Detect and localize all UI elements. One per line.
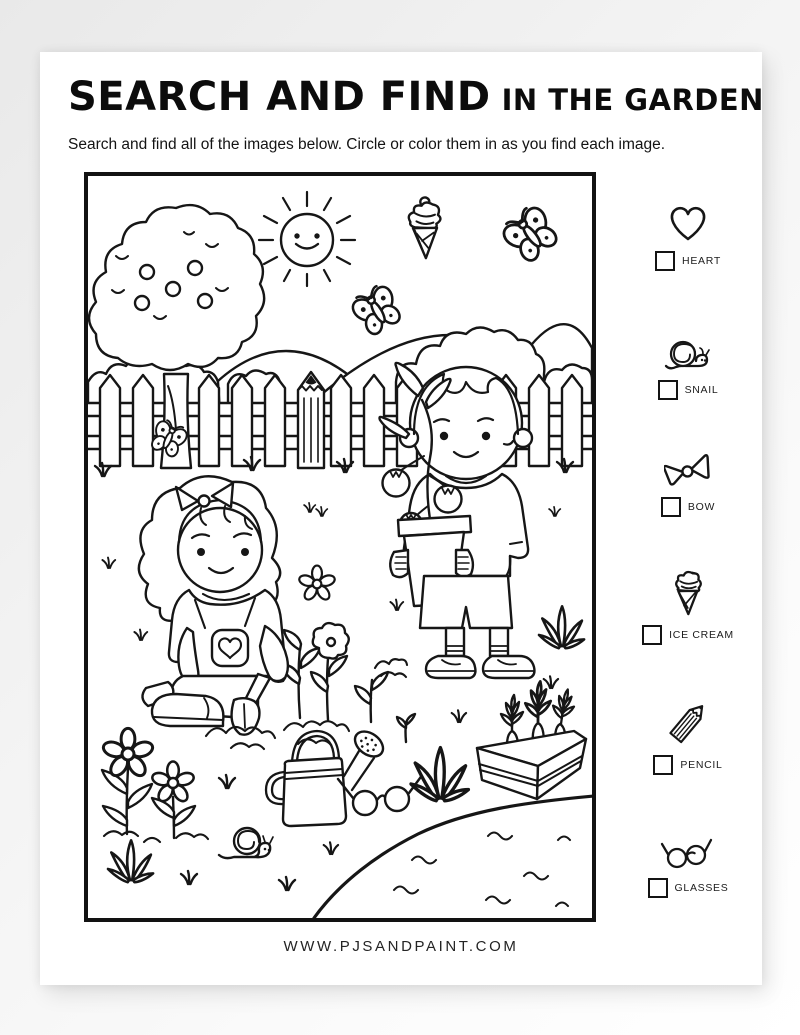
ice-cream-checkbox[interactable]	[642, 625, 662, 645]
glasses-on-ground	[338, 774, 423, 815]
snail-label: SNAIL	[684, 384, 719, 396]
checklist-item-snail	[624, 317, 752, 400]
girl-kneeling-with-trowel	[139, 476, 288, 749]
glasses-label: GLASSES	[674, 882, 729, 894]
seedling-row	[282, 623, 415, 745]
pencil-icon	[663, 692, 713, 750]
bow-label: BOW	[687, 501, 716, 513]
butterfly-top-right	[494, 199, 567, 271]
ice-cream-icon	[665, 562, 711, 620]
grass-clump	[108, 840, 153, 882]
instructions-text: Search and find all of the images below. Circle or color them in as you find each image.	[68, 136, 666, 153]
snail	[219, 828, 273, 858]
garden-scene-illustration	[84, 172, 596, 922]
daisy-flowers	[102, 728, 208, 842]
daisy-mid	[298, 566, 336, 602]
pencil-checkbox[interactable]	[653, 755, 673, 775]
checklist-item-ice-cream	[624, 562, 752, 645]
pencil-hidden-in-fence	[298, 372, 324, 468]
heart-icon	[665, 188, 711, 246]
bow-icon	[664, 434, 712, 492]
title-suffix: IN THE GARDEN	[501, 83, 764, 117]
page-title	[68, 74, 764, 120]
glasses-icon	[659, 815, 717, 873]
heart-label: HEART	[682, 255, 721, 267]
checklist-item-heart	[624, 188, 752, 271]
carrot-crate	[477, 681, 586, 799]
snail-icon	[662, 317, 714, 375]
ice-cream-label: ICE CREAM	[669, 629, 734, 641]
heart-checkbox[interactable]	[655, 251, 675, 271]
glasses-checkbox[interactable]	[648, 878, 668, 898]
butterfly-middle	[345, 279, 410, 342]
ice-cream-cone-in-sky	[406, 196, 442, 259]
bow-checkbox[interactable]	[661, 497, 681, 517]
checklist-item-glasses	[624, 815, 752, 898]
pencil-label: PENCIL	[680, 759, 723, 771]
smiling-sun	[259, 192, 355, 286]
website-footer: WWW.PJSANDPAINT.COM	[283, 938, 519, 955]
title-main: SEARCH AND FIND	[68, 74, 491, 120]
checklist-item-bow	[624, 434, 752, 517]
pond-with-waves	[314, 796, 592, 918]
snail-checkbox[interactable]	[658, 380, 678, 400]
grass-clump	[539, 606, 584, 648]
checklist-item-pencil	[624, 692, 752, 775]
grass-clump	[411, 748, 468, 801]
worksheet-page	[40, 52, 762, 985]
